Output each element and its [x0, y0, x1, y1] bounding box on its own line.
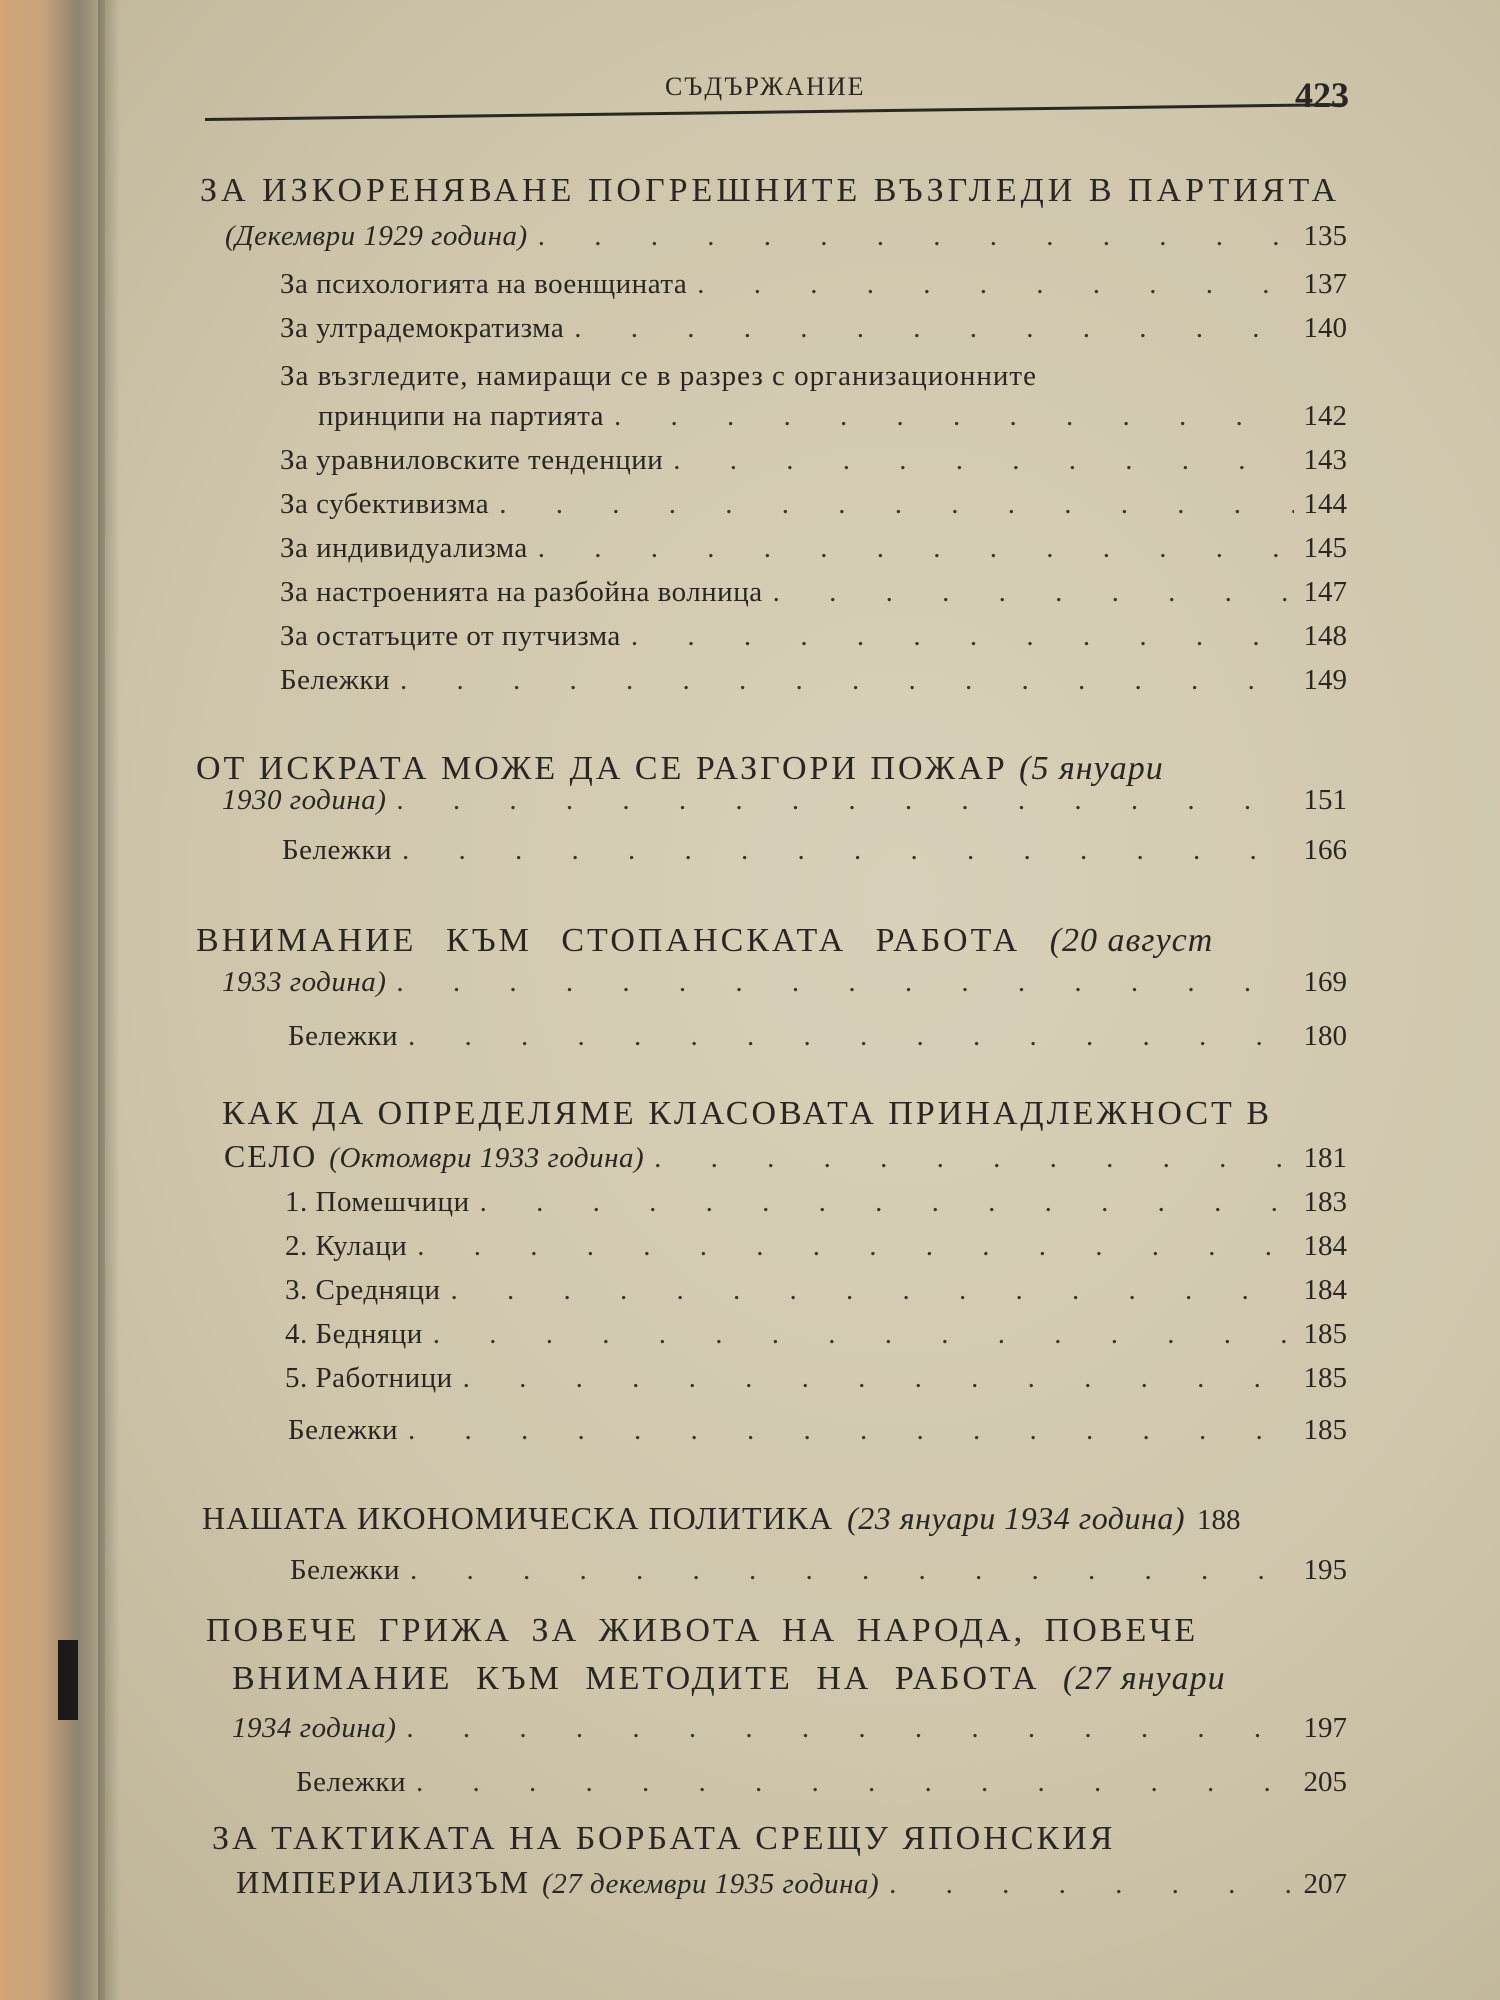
toc-row[interactable]: [280, 576, 1347, 616]
entry-label-continued: принципи на партията: [318, 400, 604, 432]
entry-label: За остатъците от путчизма: [280, 620, 621, 652]
toc-row[interactable]: [224, 1138, 1347, 1178]
page-ref: 151: [1303, 784, 1347, 816]
page-ref: 185: [1303, 1362, 1347, 1394]
page-ref: 188: [1196, 1504, 1241, 1536]
section-subtitle: 1934 година): [232, 1712, 397, 1744]
leader-dots: [463, 1362, 1294, 1395]
leader-dots: [400, 664, 1293, 697]
toc-row[interactable]: [280, 444, 1347, 484]
page-ref: 197: [1303, 1712, 1347, 1744]
leader-dots: [417, 1230, 1293, 1263]
leader-dots: [396, 784, 1293, 817]
page-ref: 166: [1303, 834, 1347, 866]
leader-dots: [416, 1766, 1293, 1799]
section-subtitle: 1933 година): [222, 966, 387, 998]
entry-label: За уравниловските тенденции: [280, 444, 664, 476]
leader-dots: [673, 444, 1293, 477]
toc-row[interactable]: [202, 1500, 1347, 1540]
page-ref: 184: [1303, 1274, 1347, 1306]
toc-row[interactable]: [282, 834, 1347, 874]
page-ref: 142: [1303, 400, 1347, 432]
section-title-continued: СЕЛО: [224, 1138, 318, 1174]
entry-label: 1. Помешчици: [285, 1186, 470, 1218]
notes-label: Бележки: [282, 834, 393, 866]
toc-row[interactable]: [280, 312, 1347, 352]
toc-row[interactable]: [290, 1554, 1347, 1594]
page-ref: 185: [1303, 1318, 1347, 1350]
section-subtitle: (Декември 1929 година): [225, 220, 528, 252]
entry-label: За настроенията на разбойна волница: [280, 576, 763, 608]
section-title-text: ОТ ИСКРАТА МОЖЕ ДА СЕ РАЗГОРИ ПОЖАР: [196, 750, 1008, 787]
toc-row[interactable]: [280, 532, 1347, 572]
toc-row[interactable]: [280, 488, 1347, 528]
leader-dots: [697, 268, 1293, 301]
leader-dots: [433, 1318, 1294, 1351]
toc-row[interactable]: [285, 1274, 1347, 1314]
section-date: (27 януари: [1063, 1660, 1226, 1697]
page-ref: 184: [1303, 1230, 1347, 1262]
page-ref: 185: [1303, 1414, 1347, 1446]
notes-label: Бележки: [288, 1020, 399, 1052]
entry-label: 3. Средняци: [285, 1274, 441, 1306]
page-ref: 145: [1303, 532, 1347, 564]
leader-dots: [408, 1414, 1293, 1447]
toc-row[interactable]: [318, 400, 1347, 440]
entry-label: За субективизма: [280, 488, 490, 520]
section-title[interactable]: ЗА ИЗКОРЕНЯВАНЕ ПОГРЕШНИТЕ ВЪЗГЛЕДИ В ПАРТИЯТА: [200, 172, 1341, 209]
leader-dots: [574, 312, 1293, 345]
section-title[interactable]: ПОВЕЧЕ ГРИЖА ЗА ЖИВОТА НА НАРОДА, ПОВЕЧЕ: [206, 1612, 1199, 1649]
toc-row[interactable]: [225, 220, 1347, 260]
toc-row[interactable]: [285, 1318, 1347, 1358]
page-ref: 140: [1303, 312, 1347, 344]
section-title-text: ВНИМАНИЕ КЪМ СТОПАНСКАТА РАБОТА: [196, 922, 1021, 959]
section-date: (5 януари: [1019, 750, 1164, 787]
notes-label: Бележки: [296, 1766, 407, 1798]
section-subtitle: (27 декември 1935 година): [542, 1868, 880, 1900]
section-subtitle: (Октомври 1933 година): [329, 1142, 645, 1174]
leader-dots: [408, 1020, 1293, 1053]
section-title[interactable]: КАК ДА ОПРЕДЕЛЯМЕ КЛАСОВАТА ПРИНАДЛЕЖНОСТ В: [222, 1095, 1273, 1132]
toc-row[interactable]: [232, 1712, 1347, 1752]
page-ref: 148: [1303, 620, 1347, 652]
section-date: (20 август: [1049, 922, 1214, 959]
section-title[interactable]: ЗА ТАКТИКАТА НА БОРБАТА СРЕЩУ ЯПОНСКИЯ: [212, 1820, 1116, 1857]
leader-dots: [499, 488, 1293, 521]
toc-row[interactable]: [280, 268, 1347, 308]
page-ref: 205: [1303, 1766, 1347, 1798]
toc-row[interactable]: [285, 1230, 1347, 1270]
leader-dots: [402, 834, 1293, 867]
notes-label: Бележки: [280, 664, 391, 696]
leader-dots: [538, 220, 1294, 253]
notes-label: Бележки: [288, 1414, 399, 1446]
section-title-continued[interactable]: [232, 1660, 1226, 1698]
toc-row[interactable]: [280, 620, 1347, 660]
page-ref: 147: [1303, 576, 1347, 608]
entry-label: За психологията на военщината: [280, 268, 688, 300]
toc-row[interactable]: [288, 1020, 1347, 1060]
section-title-text: ВНИМАНИЕ КЪМ МЕТОДИТЕ НА РАБОТА: [232, 1660, 1040, 1697]
notes-label: Бележки: [290, 1554, 401, 1586]
page-ref: 144: [1303, 488, 1347, 520]
entry-label: За индивидуализма: [280, 532, 528, 564]
entry-label: За ултрадемократизма: [280, 312, 565, 344]
leader-dots: [450, 1274, 1293, 1307]
toc-row[interactable]: [236, 1864, 1347, 1904]
toc-row[interactable]: [285, 1362, 1347, 1402]
page-number: 423: [1295, 75, 1349, 115]
toc-row[interactable]: [285, 1186, 1347, 1226]
page-ref: 183: [1303, 1186, 1347, 1218]
leader-dots: [480, 1186, 1294, 1219]
section-title-continued: ИМПЕРИАЛИЗЪМ: [236, 1864, 531, 1900]
entry-label: 4. Бедняци: [285, 1318, 423, 1350]
section-title[interactable]: [196, 750, 1164, 788]
entry-label: 5. Работници: [285, 1362, 453, 1394]
leader-dots: [654, 1142, 1293, 1175]
section-title: НАШАТА ИКОНОМИЧЕСКА ПОЛИТИКА: [202, 1500, 834, 1536]
page-ref: 180: [1303, 1020, 1347, 1052]
page-ref: 169: [1303, 966, 1347, 998]
leader-dots: [410, 1554, 1293, 1587]
toc-row[interactable]: [222, 966, 1347, 1006]
toc-row[interactable]: [288, 1414, 1347, 1454]
page-ref: 135: [1303, 220, 1347, 252]
toc-row[interactable]: [296, 1766, 1347, 1806]
running-title: СЪДЪРЖАНИЕ: [665, 72, 866, 101]
section-title[interactable]: [196, 922, 1213, 960]
entry-label: 2. Кулаци: [285, 1230, 408, 1262]
toc-row[interactable]: [222, 784, 1347, 824]
leader-dots: [406, 1712, 1293, 1745]
page-ref: 149: [1303, 664, 1347, 696]
leader-dots: [538, 532, 1294, 565]
toc-row[interactable]: [280, 664, 1347, 704]
page-ref: 195: [1303, 1554, 1347, 1586]
page-ref: 207: [1303, 1868, 1347, 1900]
section-subtitle: 1930 година): [222, 784, 387, 816]
leader-dots: [396, 966, 1293, 999]
leader-dots: [773, 576, 1294, 609]
leader-dots: [889, 1868, 1293, 1901]
page-ref: 143: [1303, 444, 1347, 476]
entry-label[interactable]: За възгледите, намиращи се в разрез с организационните: [280, 360, 1037, 392]
leader-dots: [614, 400, 1294, 433]
section-subtitle: (23 януари 1934 година): [847, 1500, 1185, 1536]
page-ref: 181: [1303, 1142, 1347, 1174]
page-ref: 137: [1303, 268, 1347, 300]
leader-dots: [631, 620, 1294, 653]
